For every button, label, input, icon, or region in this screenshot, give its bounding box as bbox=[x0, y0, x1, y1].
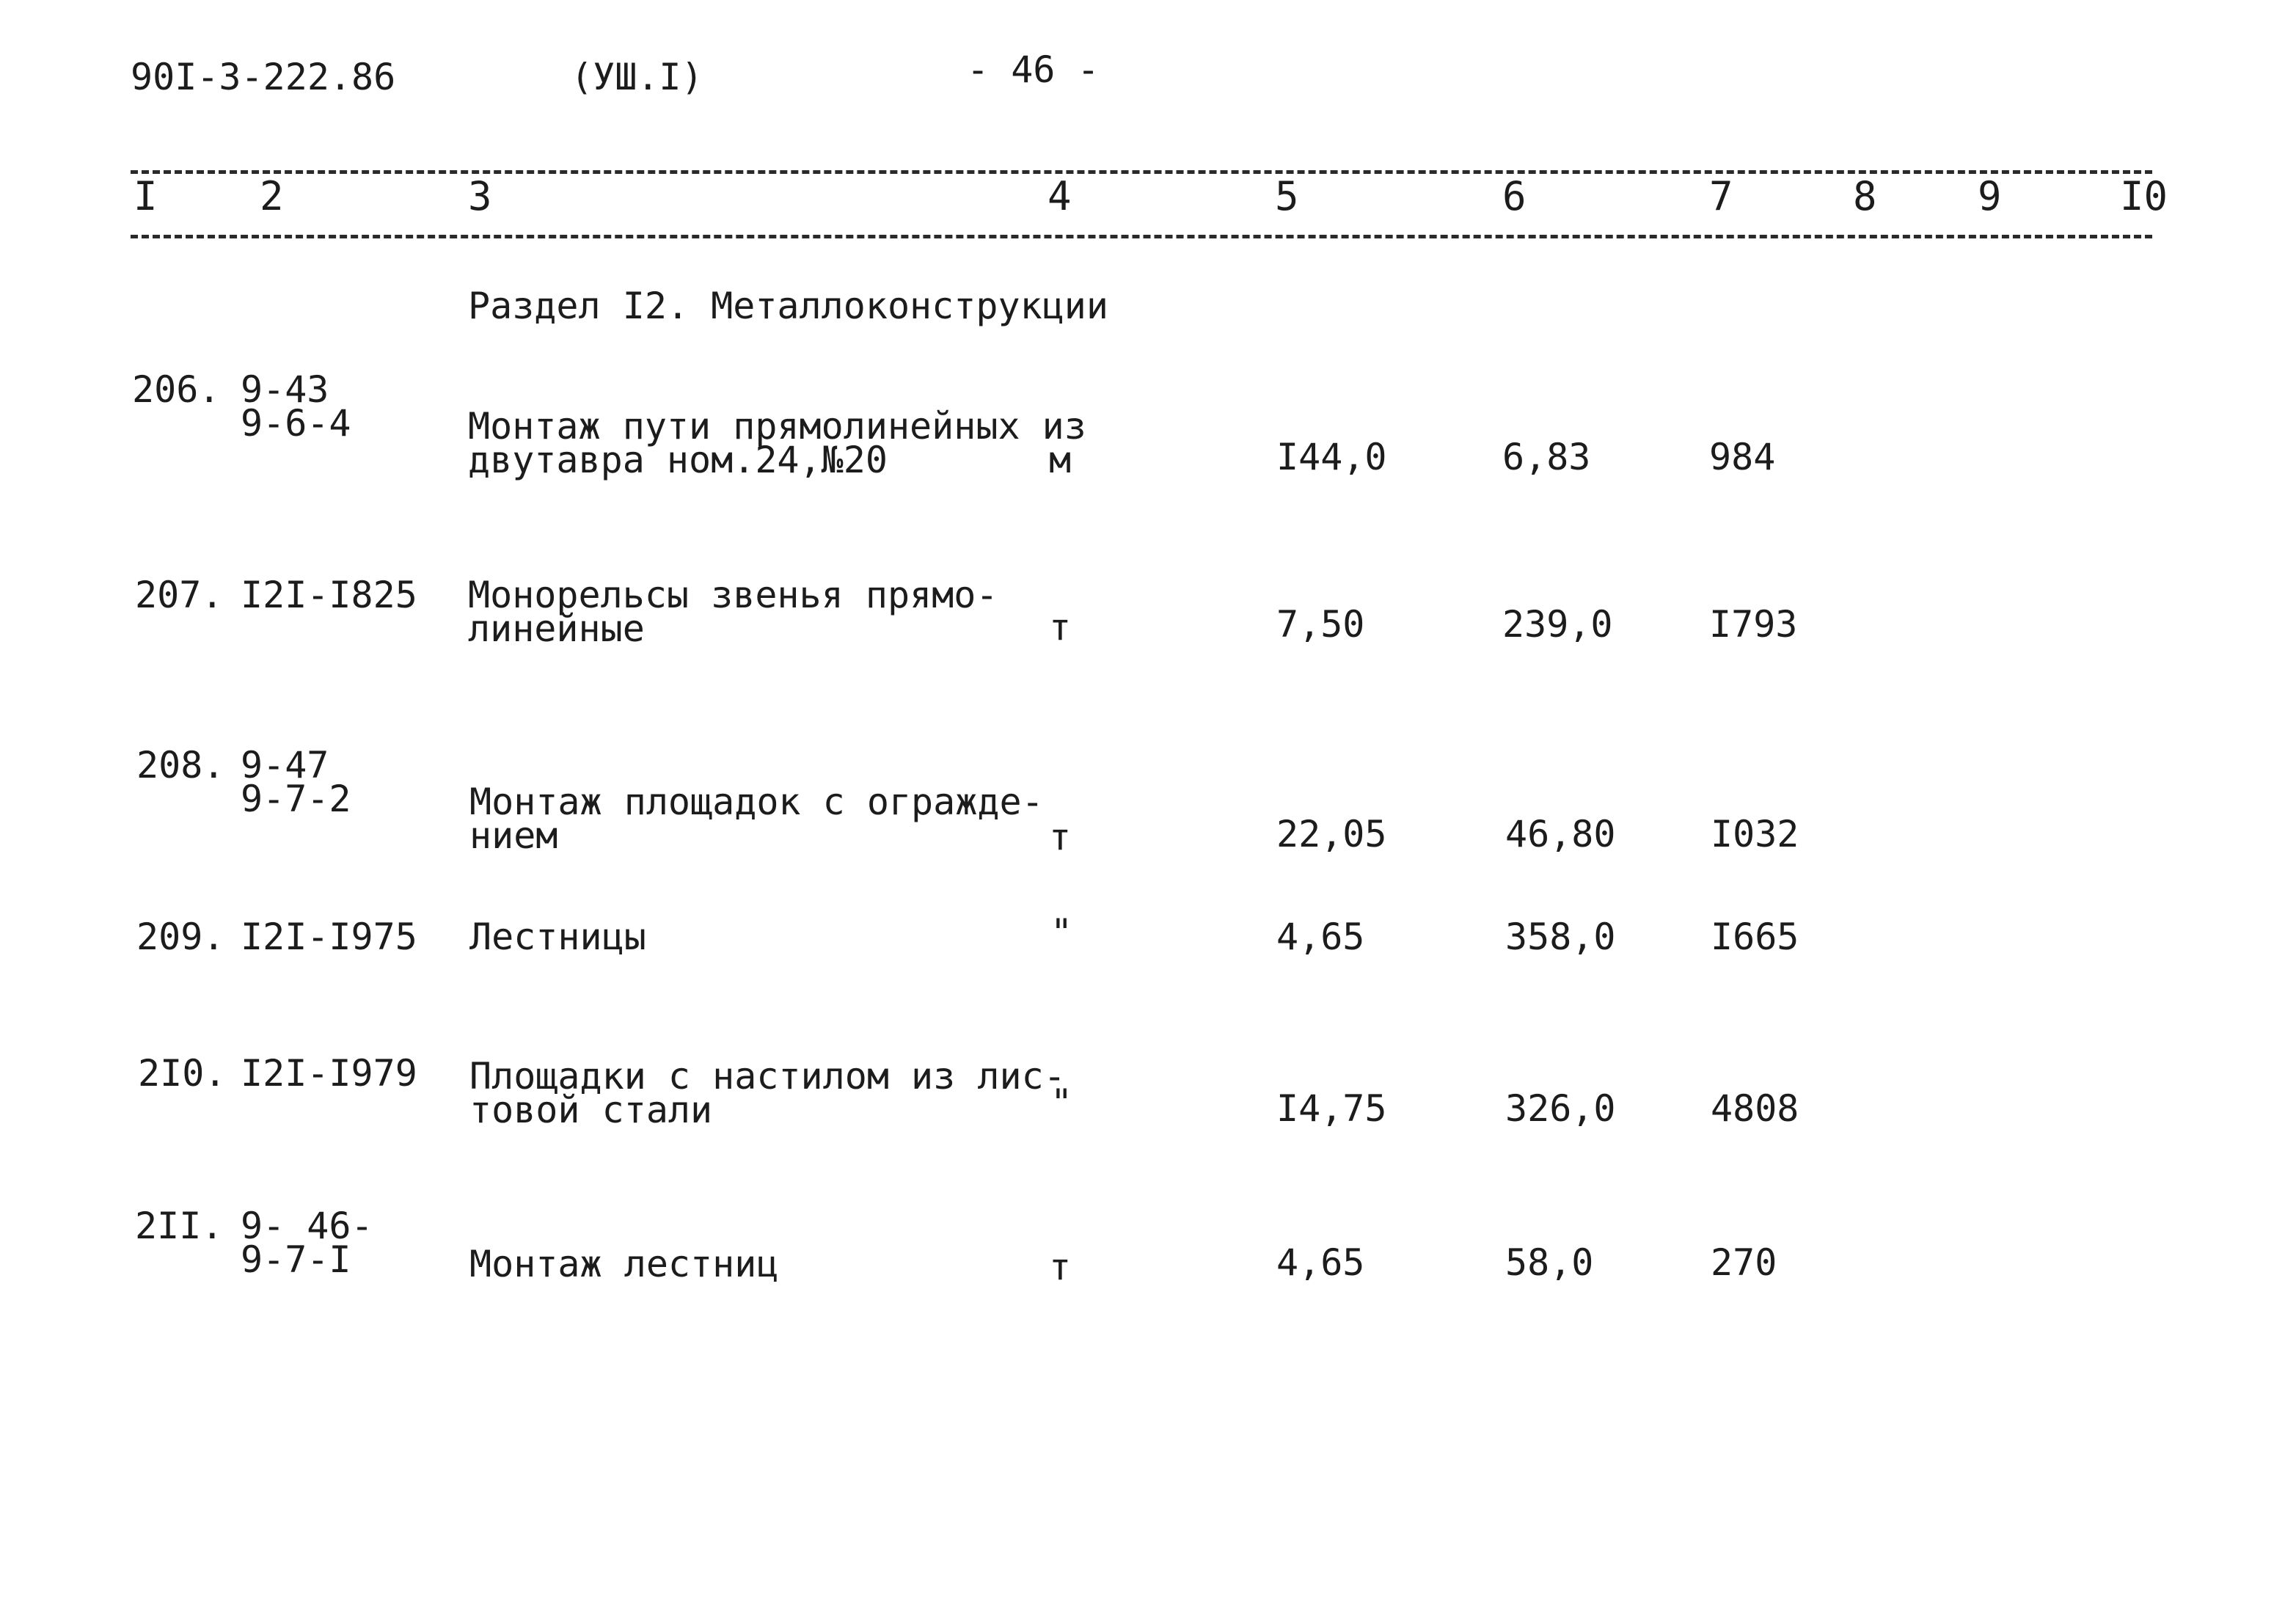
column-header-10: I0 bbox=[2120, 173, 2168, 219]
column-header-6: 6 bbox=[1502, 173, 1527, 219]
row-unit: т bbox=[1049, 816, 1072, 858]
document-code: 90I-3-222.86 bbox=[131, 56, 396, 98]
row-total: I665 bbox=[1711, 916, 1799, 958]
row-code: I2I-I979 bbox=[241, 1052, 417, 1095]
row-code: 9- 46- 9-7-I bbox=[241, 1205, 373, 1281]
row-code: 9-43 9-6-4 bbox=[241, 368, 351, 445]
row-unit: т bbox=[1049, 1246, 1072, 1288]
column-header-7: 7 bbox=[1709, 173, 1733, 219]
row-quantity: 4,65 bbox=[1276, 916, 1365, 958]
row-total: I032 bbox=[1711, 813, 1799, 855]
row-unit: т bbox=[1049, 606, 1072, 649]
column-header-9: 9 bbox=[1978, 173, 2002, 219]
row-quantity: 4,65 bbox=[1276, 1241, 1365, 1284]
row-description: Лестницы bbox=[469, 916, 646, 958]
row-description: Монтаж площадок с огражде- нием bbox=[469, 781, 1044, 857]
column-header-1: I bbox=[134, 173, 158, 219]
row-code: 9-47 9-7-2 bbox=[241, 744, 351, 820]
row-price: 239,0 bbox=[1502, 603, 1613, 646]
row-unit: " bbox=[1050, 911, 1073, 954]
row-number: 209. bbox=[136, 916, 225, 958]
column-header-2: 2 bbox=[260, 173, 284, 219]
row-total: 270 bbox=[1711, 1241, 1777, 1284]
row-number: 208. bbox=[136, 744, 225, 786]
row-quantity: I4,75 bbox=[1276, 1087, 1387, 1130]
section-title: Раздел I2. Металлоконструкции bbox=[468, 285, 1108, 327]
row-price: 46,80 bbox=[1505, 813, 1616, 855]
row-number: 206. bbox=[132, 368, 221, 411]
column-header-5: 5 bbox=[1275, 173, 1299, 219]
page-number: - 46 - bbox=[967, 48, 1100, 91]
row-total: I793 bbox=[1709, 603, 1798, 646]
row-total: 4808 bbox=[1711, 1087, 1799, 1130]
column-header-8: 8 bbox=[1853, 173, 1877, 219]
row-price: 58,0 bbox=[1505, 1241, 1594, 1284]
row-price: 326,0 bbox=[1505, 1087, 1616, 1130]
row-price: 358,0 bbox=[1505, 916, 1616, 958]
row-number: 207. bbox=[135, 574, 224, 616]
row-description: Монтаж лестниц bbox=[469, 1243, 779, 1285]
section-reference: (УШ.I) bbox=[571, 56, 703, 98]
column-header-4: 4 bbox=[1048, 173, 1072, 219]
row-code: I2I-I975 bbox=[241, 916, 417, 958]
row-description: Площадки с настилом из лис- товой стали bbox=[469, 1055, 1066, 1131]
header-bottom-dashed-rule bbox=[131, 235, 2152, 238]
row-description: Монтаж пути прямолинейных из двутавра ном.24,№20 bbox=[468, 405, 1086, 481]
column-header-3: 3 bbox=[468, 173, 492, 219]
header-top-dashed-rule bbox=[131, 170, 2152, 174]
row-number: 2II. bbox=[135, 1205, 224, 1247]
row-description: Монорельсы звенья прямо- линейные bbox=[468, 574, 998, 650]
row-total: 984 bbox=[1709, 436, 1776, 478]
row-quantity: 7,50 bbox=[1276, 603, 1365, 646]
row-unit: м bbox=[1049, 439, 1072, 481]
row-quantity: 22,05 bbox=[1276, 813, 1387, 855]
row-price: 6,83 bbox=[1502, 436, 1591, 478]
row-unit: " bbox=[1050, 1081, 1073, 1124]
row-code: I2I-I825 bbox=[241, 574, 417, 616]
row-quantity: I44,0 bbox=[1276, 436, 1387, 478]
row-number: 2I0. bbox=[138, 1052, 227, 1095]
